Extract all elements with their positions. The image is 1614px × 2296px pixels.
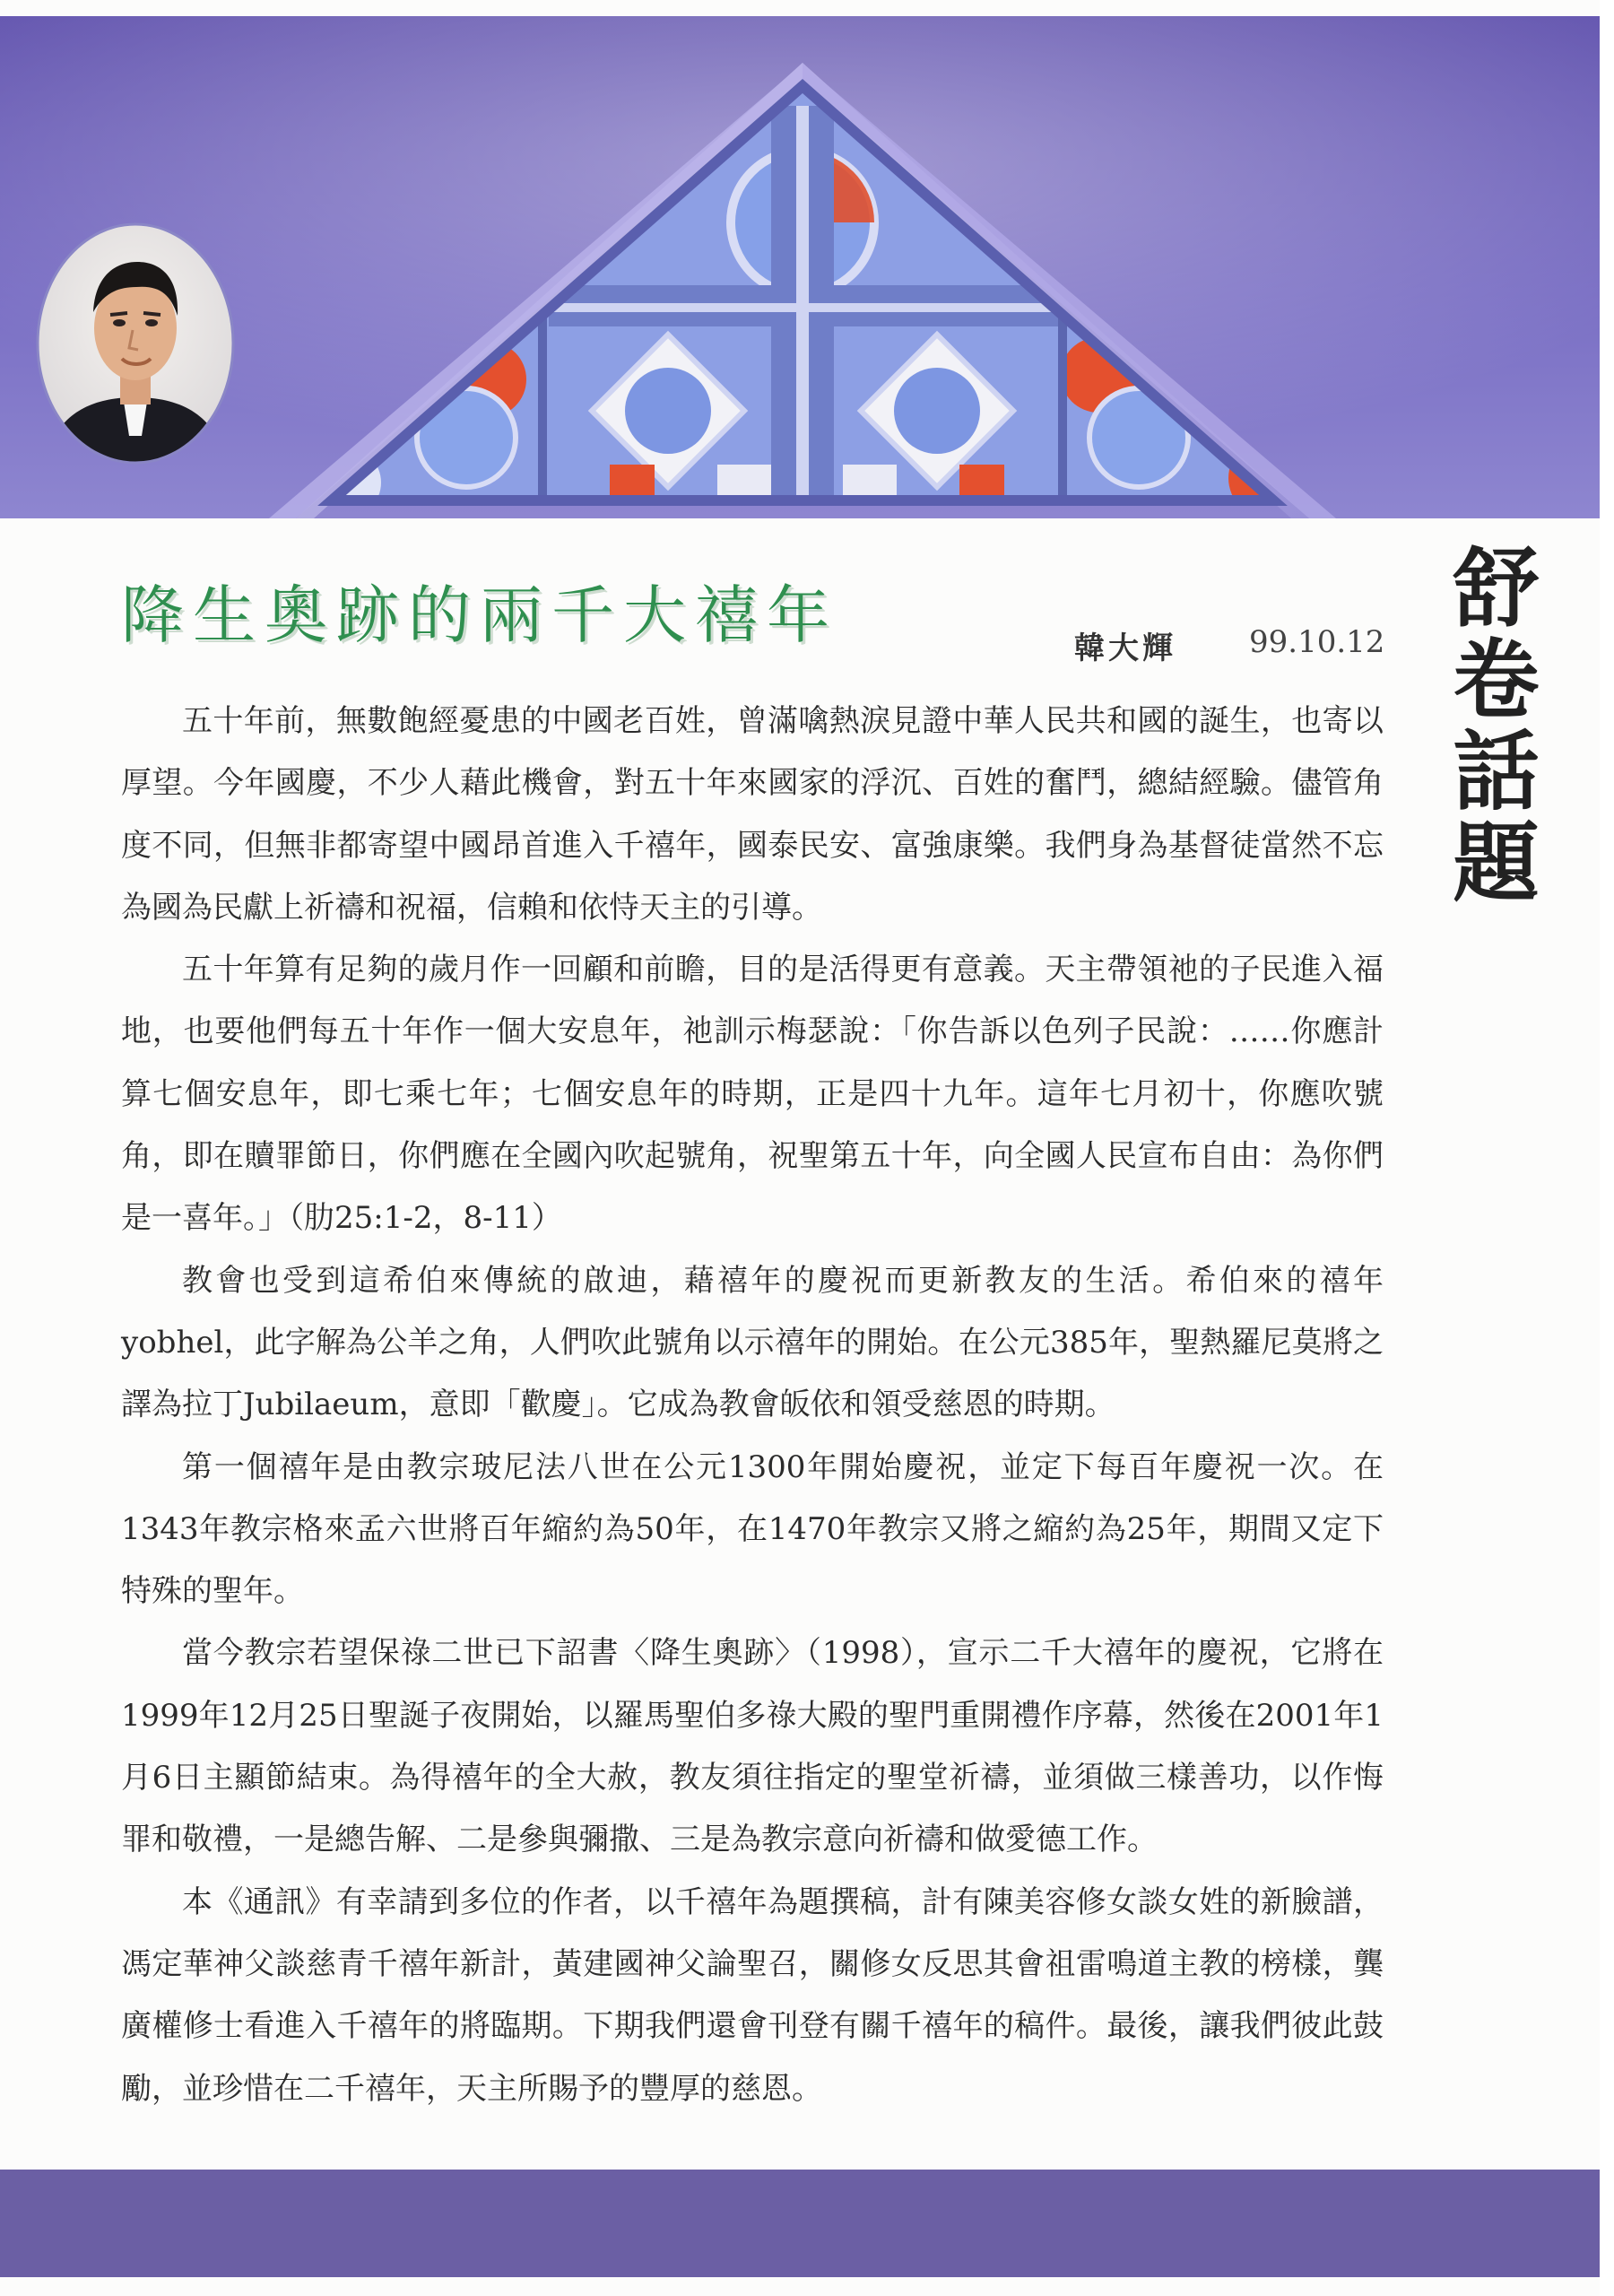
- column-title: 舒卷話題: [1439, 543, 1540, 909]
- paragraph: 當今教宗若望保祿二世已下詔書〈降生奧跡〉（1998），宣示二千大禧年的慶祝，它將在1999年12月25日聖誕子夜開始，以羅馬聖伯多祿大殿的聖門重開禮作序幕，然後在2001年1月6日主顯節結束。為得禧年的全大赦，教友須往指定的聖堂祈禱，並須做三樣善功，以作悔罪和敬禮，一是總告解、二是參與彌撒、三是為教宗意向祈禱和做愛德工作。: [121, 1635, 1384, 1858]
- paragraph: 五十年前，無數飽經憂患的中國老百姓，曾滿噙熱淚見證中華人民共和國的誕生，也寄以厚望。今年國慶，不少人藉此機會，對五十年來國家的浮沉、百姓的奮鬥，總結經驗。儘管角度不同，但無非都寄望中國昂首進入千禧年，國泰民安、富強康樂。我們身為基督徒當然不忘為國為民獻上祈禱和祝福，信賴和依恃天主的引導。: [121, 703, 1384, 926]
- paragraph: 第一個禧年是由教宗玻尼法八世在公元1300年開始慶祝，並定下每百年慶祝一次。在1343年教宗格來孟六世將百年縮約為50年，在1470年教宗又將之縮約為25年，期間又定下特殊的聖年。: [121, 1448, 1384, 1610]
- author-name: 韓大輝: [1074, 631, 1176, 666]
- page-edge: [1600, 0, 1614, 2296]
- article-title: 降生奧跡的兩千大禧年: [121, 578, 838, 652]
- footer-band: [0, 2170, 1600, 2277]
- author-portrait: [36, 222, 235, 465]
- paragraph: 本《通訊》有幸請到多位的作者，以千禧年為題撰稿，計有陳美容修女談女姓的新臉譜，馮定華神父談慈青千禧年新計，黃建國神父論聖召，關修女反思其會祖雷鳴道主教的榜樣，龔廣權修士看進入千禧年的將臨期。下期我們還會刊登有關千禧年的稿件。最後，讓我們彼此鼓勵，並珍惜在二千禧年，天主所賜予的豐厚的慈恩。: [121, 1883, 1384, 2107]
- article-date: 99.10.12: [1249, 624, 1385, 660]
- stained-glass-banner: [0, 16, 1600, 518]
- paragraph: 五十年算有足夠的歲月作一回顧和前瞻，目的是活得更有意義。天主帶領祂的子民進入福地，也要他們每五十年作一個大安息年，祂訓示梅瑟說：「你告訴以色列子民說：……你應計算七個安息年，即七乘七年；七個安息年的時期，正是四十九年。這年七月初十，你應吹號角，即在贖罪節日，你們應在全國內吹起號角，祝聖第五十年，向全國人民宣布自由：為你們是一喜年。」（肋25:1-2，8-11）: [121, 952, 1384, 1237]
- article-body: [121, 691, 1384, 2120]
- paragraph: 教會也受到這希伯來傳統的啟迪，藉禧年的慶祝而更新教友的生活。希伯來的禧年yobhel，此字解為公羊之角，人們吹此號角以示禧年的開始。在公元385年，聖熱羅尼莫將之譯為拉丁Jubilaeum，意即「歡慶」。它成為教會皈依和領受慈恩的時期。: [121, 1262, 1384, 1423]
